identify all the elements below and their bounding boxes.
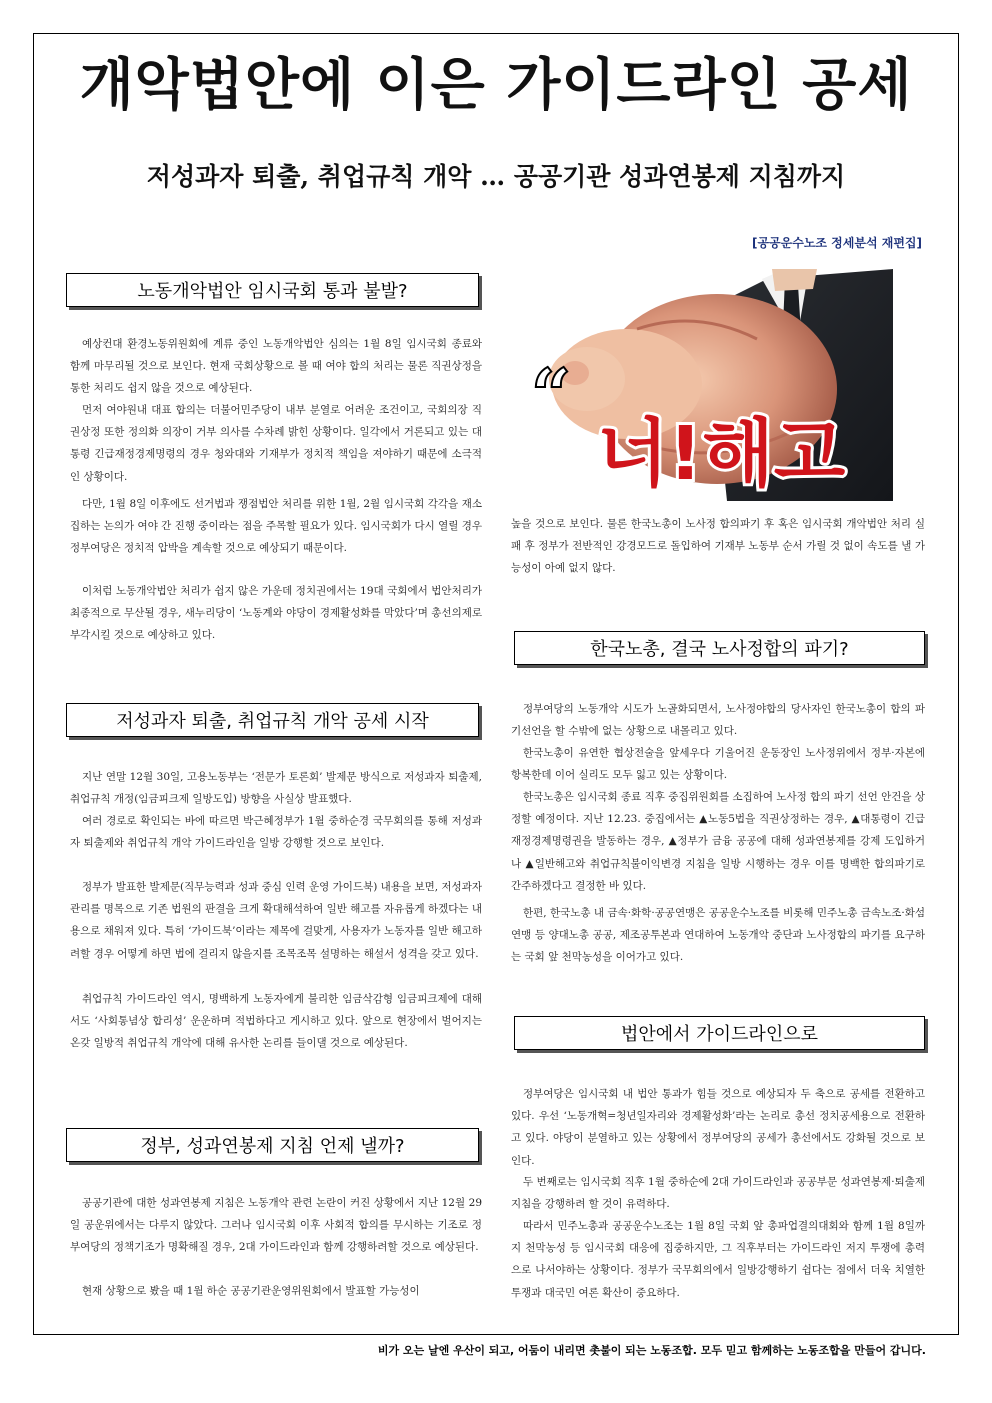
headline: 개악법안에 이은 가이드라인 공세 [79, 53, 913, 118]
section-4-para-4: 한편, 한국노총 내 금속·화학·공공연맹은 공공운수노조를 비롯해 민주노총 금속노조·화섬연맹 등 양대노총 공공, 제조공투본과 연대하여 노동개악 중단과 노사정합의 파기를 요구하는 국회 앞 천막농성을 이어가고 있다. [511, 907, 925, 964]
section-4-para-2: 한국노총이 유연한 협상전술을 앞세우다 기울어진 운동장인 노사정위에서 정부·자본에 항복한데 이어 실리도 모두 잃고 있는 상황이다. [511, 747, 925, 782]
section-4-para-1: 정부여당의 노동개악 시도가 노골화되면서, 노사정야합의 당사자인 한국노총이 합의 파기선언을 할 수밖에 없는 상황으로 내몰리고 있다. [511, 703, 925, 738]
section-heading-5: 법안에서 가이드라인으로 [514, 1016, 925, 1050]
section-5-para-3: 따라서 민주노총과 공공운수노조는 1월 8일 국회 앞 총파업결의대회와 함께 1월 8일까지 천막농성 등 임시국회 대응에 집중하지만, 그 직후부터는 가이드라인 저지 투쟁에 총력으로 나서야하는 상황이다. 정부가 국무회의에서 일방강행하기 쉽다는 점에서 더욱 치열한 투쟁과 대국민 여론 확산이 중요하다. [511, 1220, 925, 1299]
section-heading-1: 노동개악법안 임시국회 통과 불발? [66, 273, 479, 307]
section-heading-4: 한국노총, 결국 노사정합의 파기? [514, 631, 925, 665]
overlay-text: 너!해고 [597, 411, 846, 497]
section-2-para-2: 여러 경로로 확인되는 바에 따르면 박근혜정부가 1월 중하순경 국무회의를 통해 저성과자 퇴출제와 취업규칙 개악 가이드라인을 일방 강행할 것으로 보인다. [70, 815, 482, 850]
section-3-para-2: 현재 상황으로 봤을 때 1월 하순 공공기관운영위원회에서 발표할 가능성이 [82, 1285, 420, 1297]
section-5-para-2: 두 번째로는 임시국회 직후 1월 중하순에 2대 가이드라인과 공공부문 성과연봉제·퇴출제 지침을 강행하려 할 것이 유력하다. [511, 1176, 925, 1211]
subheadline: 저성과자 퇴출, 취업규칙 개악 … 공공기관 성과연봉제 지침까지 [146, 162, 846, 191]
section-1-para-2: 먼저 여야원내 대표 합의는 더불어민주당이 내부 분열로 어려운 조건이고, 국회의장 직권상정 또한 정의화 의장이 거부 의사를 수차례 밝힌 상황이다. 일각에서 거론되고 있는 대통령 긴급재정경제명령의 경우 청와대와 기재부가 정치적 책임을 져야하기 때문에 소극적인 상황이다. [70, 404, 482, 483]
section-3-para-1: 공공기관에 대한 성과연봉제 지침은 노동개악 관련 논란이 커진 상황에서 지난 12월 29일 공운위에서는 다루지 않았다. 그러나 임시국회 이후 사회적 합의를 무시하는 기조로 정부여당의 정책기조가 명확해질 경우, 2대 가이드라인과 함께 강행하려할 것으로 예상된다. [70, 1197, 482, 1254]
section-5-para-1: 정부여당은 임시국회 내 법안 통과가 힘들 것으로 예상되자 두 축으로 공세를 전환하고 있다. 우선 ‘노동개혁=청년일자리와 경제활성화’라는 논리로 총선 정치공세용으로 전환하고 있다. 야당이 분열하고 있는 상황에서 정부여당의 공세가 총선에서도 강화될 것으로 보인다. [511, 1088, 925, 1167]
section-2-para-1: 지난 연말 12월 30일, 고용노동부는 ‘전문가 토론회’ 발제문 방식으로 저성과자 퇴출제, 취업규칙 개정(임금피크제 일방도입) 방향을 사실상 발표했다. [70, 771, 482, 806]
section-2-para-3: 정부가 발표한 발제문(직무능력과 성과 중심 인력 운영 가이드북) 내용을 보면, 저성과자 관리를 명목으로 기존 법원의 판결을 크게 확대해석하여 일반 해고를 자유롭게 하겠다는 내용으로 채워져 있다. 특히 ‘가이드북’이라는 제목에 걸맞게, 사용자가 노동자를 일반 해고하려할 경우 어떻게 하면 법에 걸리지 않을지를 조목조목 설명하는 해설서 성격을 갖고 있다. [70, 881, 483, 960]
pointing-man-illustration [517, 269, 893, 501]
quote-mark: “ [531, 353, 572, 436]
credit: [공공운수노조 정세분석 재편집] [751, 236, 922, 250]
section-1-para-3: 다만, 1월 8일 이후에도 선거법과 쟁점법안 처리를 위한 1월, 2월 임시국회 각각을 재소집하는 논의가 여야 간 진행 중이라는 점을 주목할 필요가 있다. 임시국회가 다시 열릴 경우 정부여당은 정치적 압박을 계속할 것으로 예상되기 때문이다. [70, 498, 482, 555]
footer-slogan: 비가 오는 날엔 우산이 되고, 어둠이 내리면 촛불이 되는 노동조합. 모두 믿고 함께하는 노동조합을 만들어 갑니다. [377, 1344, 926, 1357]
section-1-para-4: 이처럼 노동개악법안 처리가 쉽지 않은 가운데 정치권에서는 19대 국회에서 법안처리가 최종적으로 무산될 경우, 새누리당이 ‘노동계와 야당이 경제활성화를 막았다’며 총선의제로 부각시킬 것으로 예상하고 있다. [70, 585, 483, 642]
section-heading-3: 정부, 성과연봉제 지침 언제 낼까? [66, 1128, 479, 1162]
section-3-continuation: 높을 것으로 보인다. 물론 한국노총이 노사정 합의파기 후 혹은 임시국회 개악법안 처리 실패 후 정부가 전반적인 강경모드로 돌입하여 기재부 노동부 순서 가릴 것 없이 속도를 낼 가능성이 아예 없지 않다. [511, 518, 925, 575]
photo-pointing-finger [517, 269, 893, 501]
section-1-para-1: 예상컨대 환경노동위원회에 계류 중인 노동개악법안 심의는 1월 8일 임시국회 종료와 함께 마무리될 것으로 보인다. 현재 국회상황으로 볼 때 여야 합의 처리는 물론 직권상정을 통한 처리도 쉽지 않을 것으로 예상된다. [70, 338, 482, 395]
section-4-para-3: 한국노총은 임시국회 종료 직후 중집위원회를 소집하여 노사정 합의 파기 선언 안건을 상정할 예정이다. 지난 12.23. 중집에서는 ▲노동5법을 직권상정하는 경우, ▲대통령이 긴급재정경제명령권을 발동하는 경우, ▲정부가 금융 공공에 대해 성과연봉제를 강제 도입하거나 ▲일반해고와 취업규칙불이익변경 지침을 일방 시행하는 경우 이를 명백한 합의파기로 간주하겠다고 결정한 바 있다. [511, 791, 925, 892]
section-2-para-4: 취업규칙 가이드라인 역시, 명백하게 노동자에게 불리한 임금삭감형 임금피크제에 대해서도 ‘사회통념상 합리성’ 운운하며 적법하다고 게시하고 있다. 앞으로 현장에서 벌어지는 온갖 일방적 취업규칙 개악에 대해 유사한 논리를 들이댈 것으로 예상된다. [70, 993, 482, 1050]
section-heading-2: 저성과자 퇴출, 취업규칙 개악 공세 시작 [66, 703, 479, 737]
